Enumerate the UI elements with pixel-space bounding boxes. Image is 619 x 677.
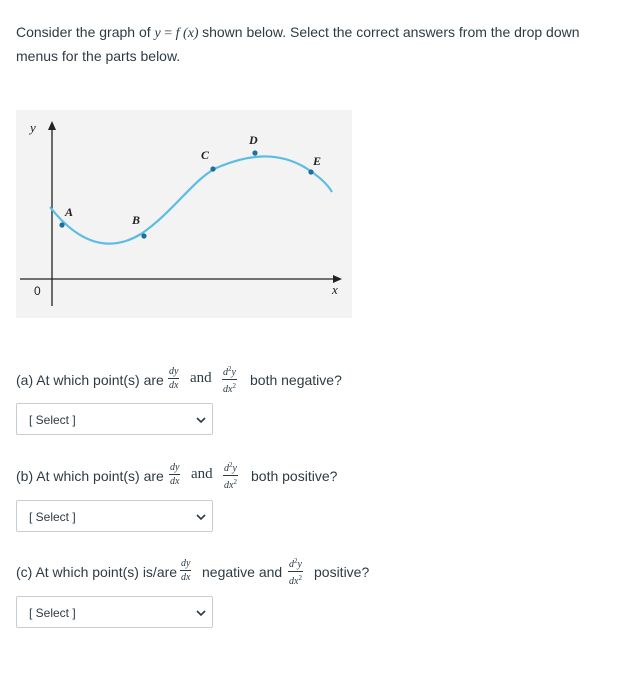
intro-text-before: Consider the graph of: [16, 24, 155, 40]
question-c-select[interactable]: [16, 596, 213, 628]
function-graph: [16, 110, 352, 318]
y-axis-arrow-icon: [48, 121, 56, 130]
y-axis-label: y: [30, 120, 36, 135]
question-a-dydx: dy dx: [169, 366, 179, 391]
question-c-select-value: [ Select ]: [29, 606, 76, 620]
point-c-marker: [210, 166, 215, 171]
graph-svg: [16, 110, 352, 318]
chevron-down-icon: [196, 512, 206, 522]
question-c: [16, 552, 396, 592]
point-d-label: D: [249, 133, 258, 147]
question-a-prefix: (a) At which point(s) are: [16, 372, 164, 388]
point-e-marker: [308, 169, 313, 174]
question-c-mid: negative and: [202, 564, 283, 580]
point-c-label: C: [201, 148, 210, 162]
point-a-label: A: [65, 205, 74, 219]
question-b-select-value: [ Select ]: [29, 510, 76, 524]
question-c-d2ydx2: $d^2y$ $dx^2$: [289, 557, 302, 587]
point-b-label: B: [132, 213, 141, 227]
question-b-suffix: both positive?: [251, 468, 338, 484]
chevron-down-icon: [196, 608, 206, 618]
x-axis-label: x: [332, 282, 338, 297]
question-b-d2ydx2: $d^2y$ $dx^2$: [224, 461, 237, 491]
question-a-select-value: [ Select ]: [29, 413, 76, 427]
question-b-dydx: dy dx: [170, 462, 180, 487]
chevron-down-icon: [196, 415, 206, 425]
formula-y: y: [154, 26, 161, 41]
formula-f: f: [175, 26, 180, 41]
point-e-label: E: [313, 154, 322, 168]
formula-arg: (x): [179, 26, 203, 41]
question-a-and: and: [190, 370, 212, 386]
question-b-prefix: (b) At which point(s) are: [16, 468, 164, 484]
question-a-suffix: both negative?: [250, 372, 342, 388]
point-d-marker: [252, 150, 257, 155]
question-intro: [16, 21, 606, 67]
question-a: [16, 360, 376, 400]
question-a-d2ydx2: $d^2y$ $dx^2$: [223, 365, 236, 395]
question-b: [16, 456, 376, 496]
question-c-suffix: positive?: [314, 564, 370, 580]
question-b-select[interactable]: [16, 500, 213, 532]
point-b-marker: [141, 233, 146, 238]
question-a-select[interactable]: [16, 403, 213, 435]
formula-eq: =: [160, 26, 176, 41]
function-curve: [50, 156, 332, 243]
point-a-marker: [59, 222, 64, 227]
question-c-prefix: (c) At which point(s) is/are: [16, 564, 178, 580]
origin-label: 0: [34, 284, 41, 298]
question-b-and: and: [191, 466, 213, 482]
intro-text-after: shown below. Select the correct answers from the drop down menus for the parts below.: [16, 24, 580, 64]
question-c-dydx: dy dx: [181, 558, 191, 583]
